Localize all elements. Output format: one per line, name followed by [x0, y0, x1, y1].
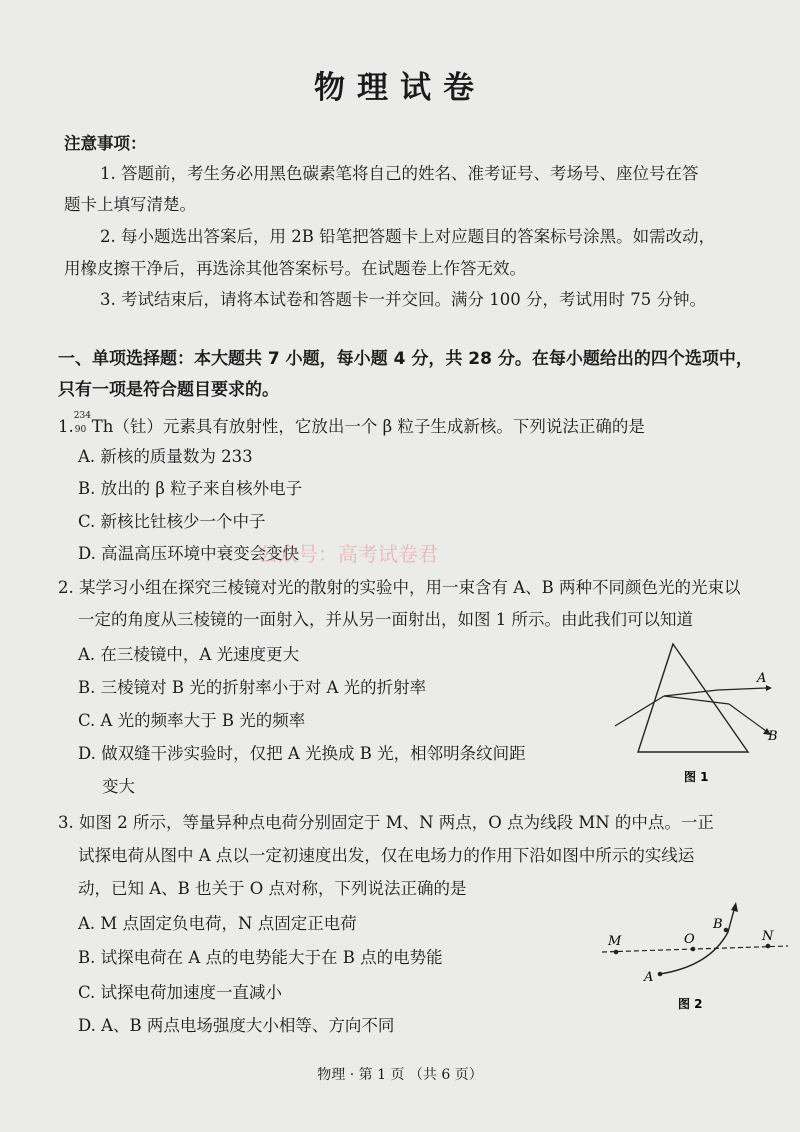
question-2-option-d: D. 做双缝干涉实验时，仅把 A 光换成 B 光，相邻明条纹间距 [78, 744, 526, 763]
question-number: 1. [58, 417, 74, 436]
figure-caption: 图 2 [678, 997, 703, 1011]
ray-b-inside [664, 696, 729, 704]
label-b: B [768, 729, 778, 744]
question-1-option-c: C. 新核比钍核少一个中子 [78, 512, 266, 531]
point-b [724, 928, 729, 933]
question-3-stem: 动，已知 A、B 也关于 O 点对称，下列说法正确的是 [78, 879, 467, 898]
question-2-stem: 2. 某学习小组在探究三棱镜对光的散射的实验中，用一束含有 A、B 两种不同颜色光的光束以 [58, 578, 741, 597]
question-3-option-d: D. A、B 两点电场强度大小相等、方向不同 [78, 1016, 395, 1035]
label-a: A [757, 671, 767, 686]
prism-shape [638, 644, 748, 752]
label-o: O [684, 932, 695, 947]
label-b: B [713, 917, 723, 932]
question-3-stem: 试探电荷从图中 A 点以一定初速度出发，仅在电场力的作用下沿如图中所示的实线运 [78, 846, 695, 865]
ray-b-out [729, 704, 766, 731]
page-title: 物理试卷 [314, 70, 486, 106]
figure-caption: 图 1 [684, 770, 709, 784]
atomic-number: 90 [74, 425, 87, 435]
figure-1-prism [600, 636, 790, 786]
trajectory [660, 910, 734, 974]
figure-2-charges [598, 900, 793, 1020]
notice-line: 题卡上填写清楚。 [64, 195, 196, 214]
page-footer: 物理 · 第 1 页 （共 6 页） [317, 1067, 483, 1083]
ray-a-inside [664, 690, 718, 696]
label-m: M [608, 934, 622, 949]
incident-ray [615, 696, 664, 726]
mass-number: 234 [73, 411, 91, 421]
notice-line: 用橡皮擦干净后，再选涂其他答案标号。在试题卷上作答无效。 [64, 259, 526, 278]
ray-a-out [718, 688, 766, 690]
question-1-option-d: D. 高温高压环境中衰变会变快 [78, 544, 300, 563]
notice-line: 1. 答题前，考生务必用黑色碳素笔将自己的姓名、准考证号、考场号、座位号在答 [100, 164, 699, 183]
point-a [658, 972, 663, 977]
notice-line: 3. 考试结束后，请将本试卷和答题卡一并交回。满分 100 分，考试用时 75 分钟。 [100, 290, 706, 309]
question-2-option-a: A. 在三棱镜中，A 光速度更大 [78, 645, 300, 664]
trajectory-arrow [731, 902, 738, 912]
arrow-a [766, 685, 772, 691]
label-n: N [762, 929, 774, 944]
question-1-option-b: B. 放出的 β 粒子来自核外电子 [78, 479, 303, 498]
point-o [691, 947, 696, 952]
section-heading: 一、单项选择题：本大题共 7 小题，每小题 4 分，共 28 分。在每小题给出的四个选项中， [58, 349, 753, 369]
question-3-option-a: A. M 点固定负电荷，N 点固定正电荷 [78, 914, 357, 933]
question-3-option-b: B. 试探电荷在 A 点的电势能大于在 B 点的电势能 [78, 948, 443, 967]
notice-heading: 注意事项： [64, 134, 147, 153]
question-2-option-c: C. A 光的频率大于 B 光的频率 [78, 711, 306, 730]
question-2-option-b: B. 三棱镜对 B 光的折射率小于对 A 光的折射率 [78, 678, 427, 697]
label-a: A [644, 970, 654, 985]
notice-line: 2. 每小题选出答案后，用 2B 铅笔把答题卡上对应题目的答案标号涂黑。如需改动， [100, 227, 716, 246]
question-3-stem: 3. 如图 2 所示，等量异种点电荷分别固定于 M、N 两点，O 点为线段 MN 的中点。一正 [58, 813, 714, 832]
section-heading: 只有一项是符合题目要求的。 [58, 380, 279, 400]
question-2-option-d-cont: 变大 [102, 777, 135, 796]
point-m [614, 950, 619, 955]
question-2-stem: 一定的角度从三棱镜的一面射入，并从另一面射出，如图 1 所示。由此我们可以知道 [78, 610, 693, 629]
point-n [766, 944, 771, 949]
question-text: Th（钍）元素具有放射性，它放出一个 β 粒子生成新核。下列说法正确的是 [91, 417, 645, 436]
isotope-notation [73, 411, 92, 436]
question-1-stem [58, 411, 645, 436]
question-1-option-a: A. 新核的质量数为 233 [78, 447, 253, 466]
question-3-option-c: C. 试探电荷加速度一直减小 [78, 983, 283, 1002]
watermark: 公众号：高考试卷君 [258, 542, 438, 566]
